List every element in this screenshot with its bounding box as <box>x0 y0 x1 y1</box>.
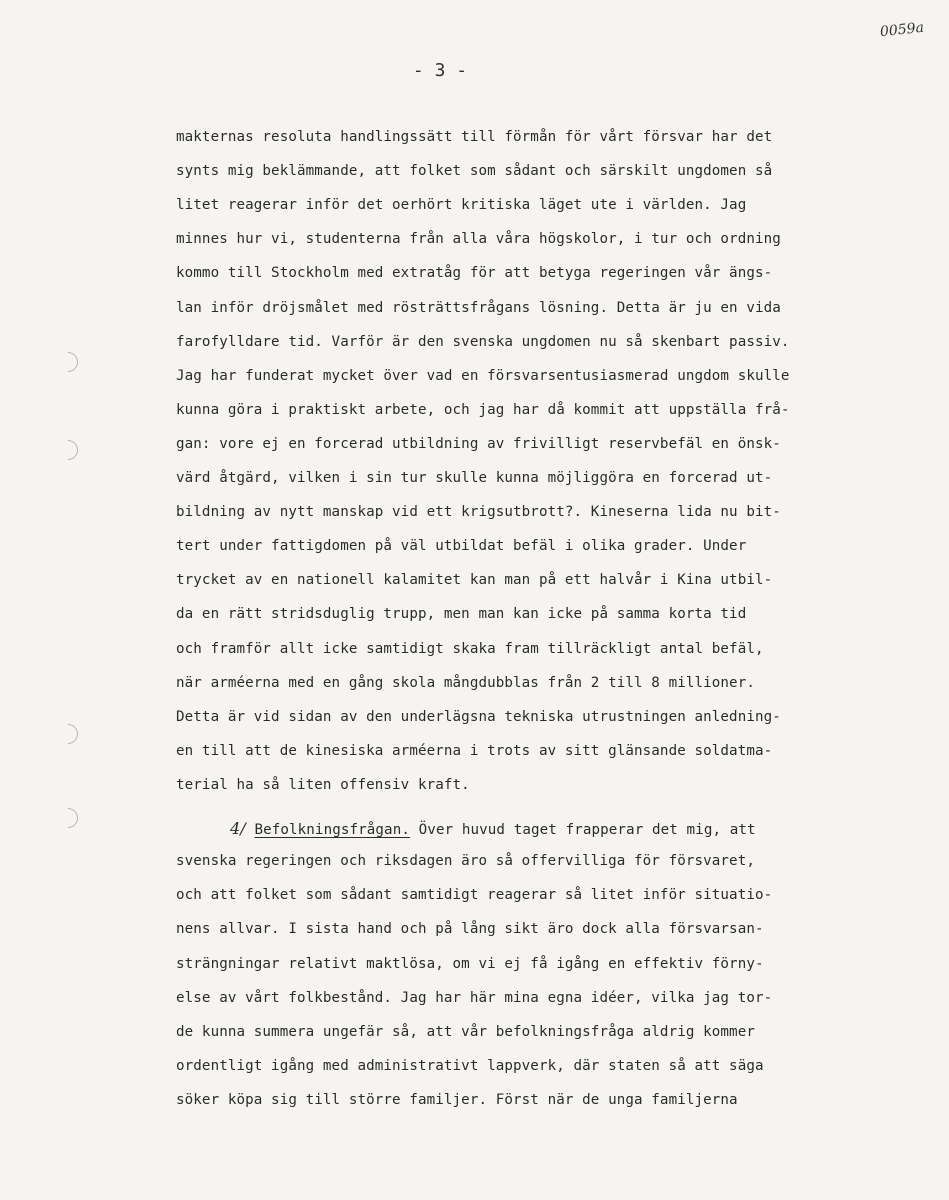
section-title: Befolkningsfrågan. <box>254 822 410 838</box>
section-4-heading-line <box>230 819 949 838</box>
punch-hole <box>54 348 82 376</box>
text-line: strängningar relativt maktlösa, om vi ej få igång en effektiv förny- <box>176 955 764 972</box>
text-line: söker köpa sig till större familjer. Först när de unga familjerna <box>176 1092 738 1109</box>
punch-hole <box>54 436 82 464</box>
text-line: synts mig beklämmande, att folket som sådant och särskilt ungdomen så <box>176 163 773 180</box>
text-line: en till att de kinesiska arméerna i trots av sitt glänsande soldatma- <box>176 742 773 759</box>
punch-hole <box>54 720 82 748</box>
section-first-line: Över huvud taget frapperar det mig, att <box>418 822 756 838</box>
text-line: Detta är vid sidan av den underlägsna tekniska utrustningen anledning- <box>176 708 781 725</box>
text-line: bildning av nytt manskap vid ett krigsutbrott?. Kineserna lida nu bit- <box>176 504 781 521</box>
text-line: da en rätt stridsduglig trupp, men man kan icke på samma korta tid <box>176 606 747 623</box>
punch-hole <box>54 804 82 832</box>
page-number: - 3 - <box>412 60 468 81</box>
text-line: Jag har funderat mycket över vad en försvarsentusiasmerad ungdom skulle <box>176 367 790 384</box>
text-line: farofylldare tid. Varför är den svenska ungdomen nu så skenbart passiv. <box>176 333 790 350</box>
text-line: värd åtgärd, vilken i sin tur skulle kunna möjliggöra en forcerad ut- <box>176 470 773 486</box>
text-line: terial ha så liten offensiv kraft. <box>176 776 470 793</box>
text-line: tert under fattigdomen på väl utbildat befäl i olika grader. Under <box>176 538 747 555</box>
text-line: när arméerna med en gång skola mångdubblas från 2 till 8 millioner. <box>176 674 755 691</box>
text-line: trycket av en nationell kalamitet kan man på ett halvår i Kina utbil- <box>176 572 773 589</box>
text-line: svenska regeringen och riksdagen äro så offervilliga för försvaret, <box>176 853 755 869</box>
text-line: de kunna summera ungefär så, att vår befolkningsfråga aldrig kommer <box>176 1024 755 1040</box>
text-line: och framför allt icke samtidigt skaka fram tillräckligt antal befäl, <box>176 640 764 657</box>
archive-number: 0059a <box>879 19 925 41</box>
text-line: nens allvar. I sista hand och på lång sikt äro dock alla försvarsan- <box>176 921 764 938</box>
text-line: och att folket som sådant samtidigt reagerar så litet inför situatio- <box>176 887 773 904</box>
text-line: kommo till Stockholm med extratåg för att betyga regeringen vår ängs- <box>176 265 773 282</box>
text-line: makternas resoluta handlingssätt till förmån för vårt försvar har det <box>176 129 773 145</box>
section-number: 4/ <box>230 819 246 838</box>
text-line: minnes hur vi, studenterna från alla våra högskolor, i tur och ordning <box>176 231 781 248</box>
text-line: ordentligt igång med administrativt lappverk, där staten så att säga <box>176 1058 764 1075</box>
text-line: lan inför dröjsmålet med rösträttsfrågans lösning. Detta är ju en vida <box>176 299 781 316</box>
text-line: litet reagerar inför det oerhört kritiska läget ute i världen. Jag <box>176 197 747 214</box>
text-line: gan: vore ej en forcerad utbildning av frivilligt reservbefäl en önsk- <box>176 435 781 452</box>
text-line: else av vårt folkbestånd. Jag har här mina egna idéer, vilka jag tor- <box>176 989 773 1006</box>
text-line: kunna göra i praktiskt arbete, och jag har då kommit att uppställa frå- <box>176 401 790 418</box>
